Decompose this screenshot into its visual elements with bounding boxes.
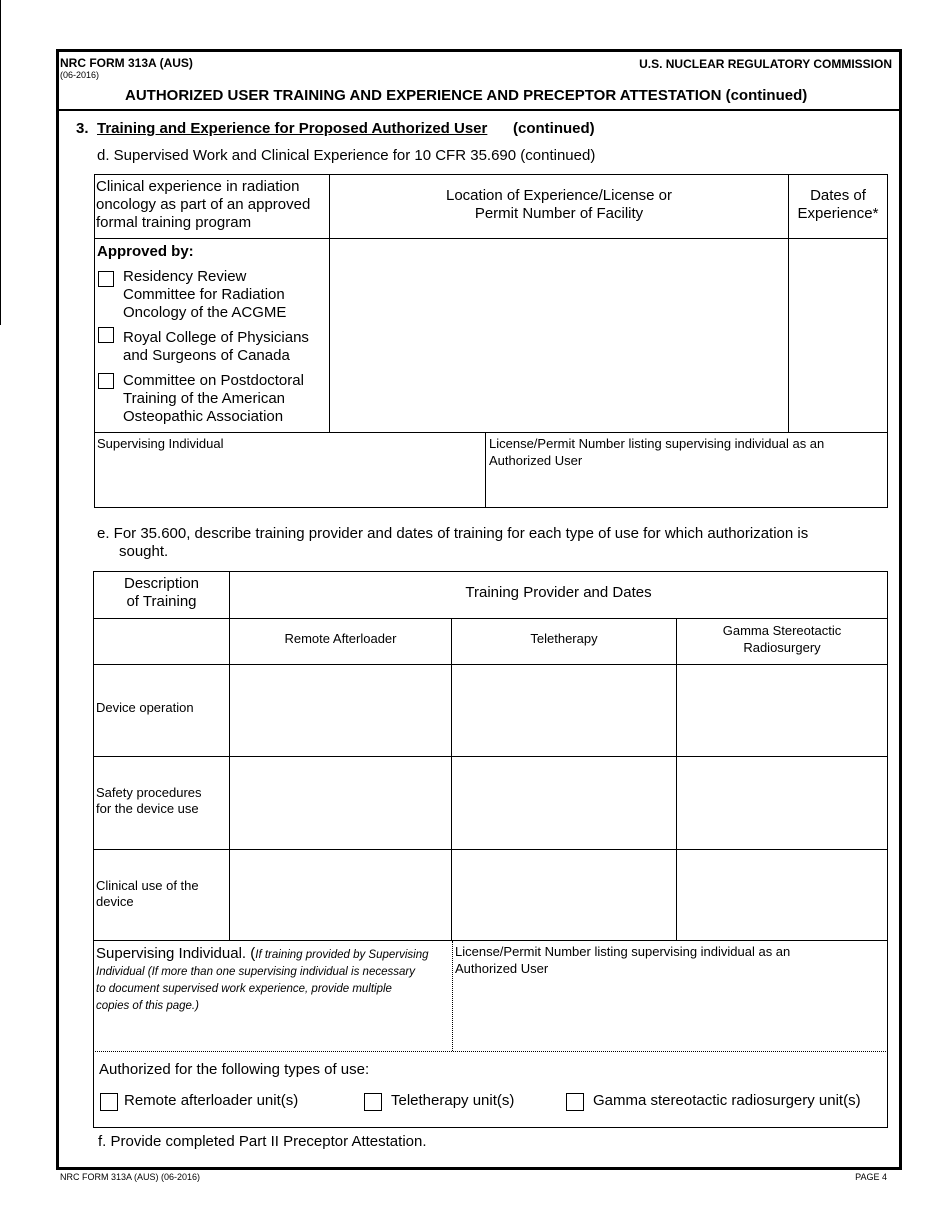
d-col1-header: Clinical experience in radiation oncology as part of an approved formal training program <box>96 178 311 231</box>
page-number: PAGE 4 <box>855 1172 887 1182</box>
safety-teletherapy-field[interactable] <box>452 757 676 849</box>
d-license-label: License/Permit Number listing supervising individual as an Authorized User <box>489 436 825 468</box>
e-supervising-label: Supervising Individual. (If training provided by Supervising <box>96 945 429 962</box>
e-provider-header-bottom <box>229 618 888 619</box>
device-operation-teletherapy-field[interactable] <box>452 665 676 756</box>
approved-by-label: Approved by: <box>97 243 194 260</box>
section-title-suffix: (continued) <box>513 120 595 137</box>
e-row-safety-procedures: Safety procedures for the device use <box>96 785 202 816</box>
e-table-bottom <box>93 1127 888 1128</box>
d-license-field[interactable] <box>486 472 886 506</box>
device-operation-remote-afterloader-field[interactable] <box>230 665 451 756</box>
remote-afterloader-option-label: Remote afterloader unit(s) <box>124 1092 299 1109</box>
left-margin-rule <box>0 0 1 325</box>
safety-remote-afterloader-field[interactable] <box>230 757 451 849</box>
e-table-top <box>93 571 888 572</box>
e-supervising-note: Individual (If more than one supervising individual is necessary to document supervised work experience, provide multiple copies of this page.) <box>96 966 415 1012</box>
e-sup-bottom <box>93 1051 888 1052</box>
section-title: Training and Experience for Proposed Authorized User <box>97 120 488 137</box>
e-license-label: License/Permit Number listing supervising individual as an Authorized User <box>455 944 791 976</box>
e-desc-header: Description of Training <box>123 575 200 610</box>
device-operation-gamma-field[interactable] <box>677 665 887 756</box>
page-title: AUTHORIZED USER TRAINING AND EXPERIENCE AND PRECEPTOR ATTESTATION (continued) <box>125 87 808 104</box>
clinical-use-teletherapy-field[interactable] <box>452 850 676 940</box>
d-supervising-label: Supervising Individual <box>97 436 224 451</box>
d-col2-header: Location of Experience/License or Permit Number of Facility <box>446 187 672 222</box>
e-license-field[interactable] <box>454 980 886 1050</box>
d-table-right <box>887 174 888 508</box>
part-e-heading: e. For 35.600, describe training provider and dates of training for each type of use for which authorization is sought. <box>97 525 809 560</box>
clinical-use-remote-afterloader-field[interactable] <box>230 850 451 940</box>
e-desc-header-bottom <box>93 618 230 619</box>
form-date: (06-2016) <box>60 70 100 80</box>
d-supervising-field[interactable] <box>95 455 484 506</box>
acgme-option-label: Residency Review Committee for Radiation Oncology of the ACGME <box>123 268 287 321</box>
agency-name: U.S. NUCLEAR REGULATORY COMMISSION <box>639 57 892 71</box>
header-separator <box>56 109 902 111</box>
dates-of-experience-field[interactable] <box>789 239 887 432</box>
aoa-option-label: Committee on Postdoctoral Training of the American Osteopathic Association <box>123 372 304 425</box>
e-row-clinical-use: Clinical use of the device <box>96 878 199 909</box>
gamma-stereotactic-checkbox[interactable] <box>566 1093 584 1111</box>
safety-gamma-field[interactable] <box>677 757 887 849</box>
form-id: NRC FORM 313A (AUS) <box>60 56 193 70</box>
e-row-device-operation: Device operation <box>96 700 194 715</box>
gamma-stereotactic-option-label: Gamma stereotactic radiosurgery unit(s) <box>593 1092 861 1109</box>
e-col-teletherapy: Teletherapy <box>530 631 598 646</box>
e-supervising-field[interactable] <box>95 1016 450 1050</box>
remote-afterloader-checkbox[interactable] <box>100 1093 118 1111</box>
location-of-experience-field[interactable] <box>330 239 788 432</box>
e-row-line-4 <box>93 940 888 941</box>
authorized-types-label: Authorized for the following types of use: <box>99 1061 370 1078</box>
acgme-checkbox[interactable] <box>98 271 114 287</box>
e-provider-header: Training Provider and Dates <box>465 584 652 601</box>
d-table-top <box>94 174 888 175</box>
teletherapy-option-label: Teletherapy unit(s) <box>391 1092 515 1109</box>
clinical-use-gamma-field[interactable] <box>677 850 887 940</box>
teletherapy-checkbox[interactable] <box>364 1093 382 1111</box>
part-f-text: f. Provide completed Part II Preceptor Attestation. <box>98 1133 427 1150</box>
d-table-bottom <box>94 507 888 508</box>
e-sup-divider <box>452 941 453 1051</box>
d-body-bottom <box>94 432 888 433</box>
section-number: 3. <box>76 120 89 137</box>
royal-college-checkbox[interactable] <box>98 327 114 343</box>
e-col-gamma: Gamma Stereotactic Radiosurgery <box>722 623 842 655</box>
part-d-heading: d. Supervised Work and Clinical Experience for 10 CFR 35.690 (continued) <box>97 147 596 164</box>
royal-college-option-label: Royal College of Physicians and Surgeons of Canada <box>123 329 309 364</box>
footer-form-id: NRC FORM 313A (AUS) (06-2016) <box>60 1172 201 1182</box>
d-col3-header: Dates of Experience* <box>797 187 879 222</box>
e-col-remote-afterloader: Remote Afterloader <box>284 631 397 646</box>
aoa-checkbox[interactable] <box>98 373 114 389</box>
